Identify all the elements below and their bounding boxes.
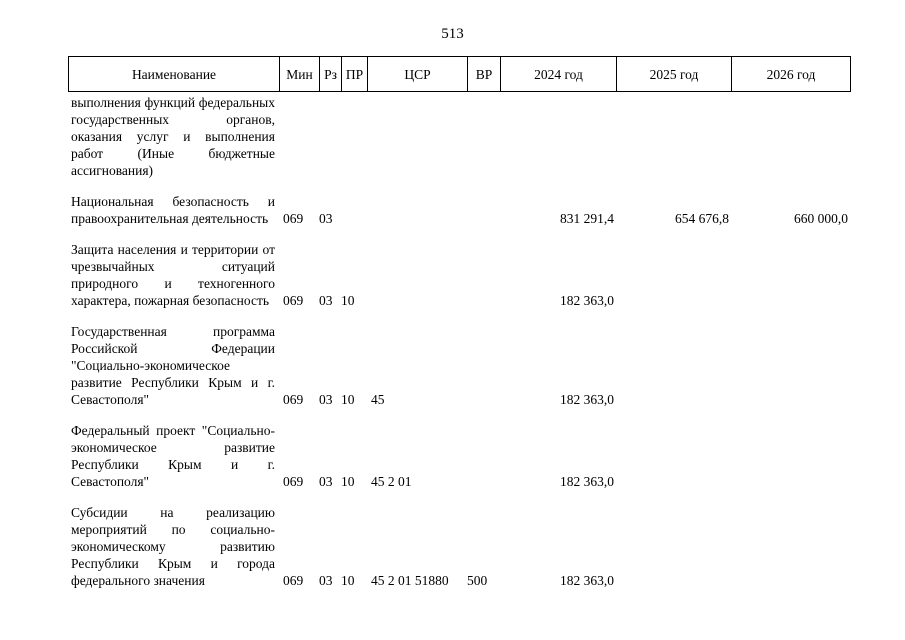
row-2024: 182 363,0 — [560, 474, 614, 489]
row-vr — [467, 94, 500, 179]
row-rz: 03 — [319, 211, 333, 226]
row-2026 — [731, 323, 850, 408]
row-rz: 03 — [319, 293, 333, 308]
table-header — [68, 56, 851, 92]
row-rz: 03 — [319, 392, 333, 407]
row-2025: 654 676,8 — [675, 211, 729, 226]
column-header-pr: ПР — [342, 57, 368, 92]
table-row — [68, 94, 850, 179]
row-name: Защита населения и территории от чрезвычайных ситуаций природного и техногенного характера, пожарная безопасность — [71, 242, 275, 308]
row-csr — [367, 193, 467, 227]
row-pr — [341, 94, 367, 179]
column-header-csr: ЦСР — [368, 57, 468, 92]
table-row — [68, 323, 850, 408]
row-pr: 10 — [341, 474, 355, 489]
page-number: 513 — [441, 26, 464, 42]
row-vr — [467, 193, 500, 227]
row-name: Государственная программа Российской Федерации "Социально-экономическое развитие Республики Крым и г. Севастополя" — [71, 324, 275, 407]
table-body — [68, 94, 850, 589]
row-rz: 03 — [319, 474, 333, 489]
column-header-vr: ВР — [468, 57, 501, 92]
row-2024: 182 363,0 — [560, 573, 614, 588]
row-name: Субсидии на реализацию мероприятий по социально-экономическому развитию Республики Крым и города федерального значения — [71, 505, 275, 588]
row-2025 — [616, 241, 731, 309]
row-2026 — [731, 94, 850, 179]
row-2025 — [616, 422, 731, 490]
row-min: 069 — [283, 211, 304, 226]
column-header-rz: Рз — [320, 57, 342, 92]
column-header-2024: 2024 год — [501, 57, 617, 92]
row-2024 — [500, 94, 616, 179]
row-2024: 182 363,0 — [560, 293, 614, 308]
row-rz: 03 — [319, 573, 333, 588]
row-pr: 10 — [341, 293, 355, 308]
row-name: Федеральный проект "Социально-экономическое развитие Республики Крым и г. Севастополя" — [71, 423, 275, 489]
row-csr — [367, 241, 467, 309]
row-2024: 831 291,4 — [560, 211, 614, 226]
column-header-2026: 2026 год — [732, 57, 851, 92]
row-csr: 45 2 01 51880 — [371, 573, 449, 588]
row-pr — [341, 193, 367, 227]
row-vr — [467, 422, 500, 490]
row-2025 — [616, 94, 731, 179]
row-2025 — [616, 323, 731, 408]
row-name: выполнения функций федеральных государственных органов, оказания услуг и выполнения работ (Иные бюджетные ассигнования) — [71, 95, 275, 178]
table-row — [68, 504, 850, 589]
row-min: 069 — [283, 293, 304, 308]
row-2025 — [616, 504, 731, 589]
row-csr: 45 — [371, 392, 385, 407]
row-min — [279, 94, 319, 179]
row-pr: 10 — [341, 392, 355, 407]
table-row — [68, 193, 850, 227]
row-min: 069 — [283, 474, 304, 489]
row-csr: 45 2 01 — [371, 474, 412, 489]
table-row — [68, 241, 850, 309]
row-csr — [367, 94, 467, 179]
row-vr: 500 — [467, 573, 488, 588]
row-rz — [319, 94, 341, 179]
row-2026 — [731, 241, 850, 309]
row-name: Национальная безопасность и правоохранительная деятельность — [71, 194, 275, 226]
row-min: 069 — [283, 573, 304, 588]
row-min: 069 — [283, 392, 304, 407]
column-header-name: Наименование — [69, 57, 280, 92]
row-pr: 10 — [341, 573, 355, 588]
row-2024: 182 363,0 — [560, 392, 614, 407]
row-2026: 660 000,0 — [794, 211, 848, 226]
column-header-min: Мин — [280, 57, 320, 92]
row-2026 — [731, 504, 850, 589]
table-row — [68, 422, 850, 490]
column-header-2025: 2025 год — [617, 57, 732, 92]
row-vr — [467, 241, 500, 309]
row-2026 — [731, 422, 850, 490]
row-vr — [467, 323, 500, 408]
